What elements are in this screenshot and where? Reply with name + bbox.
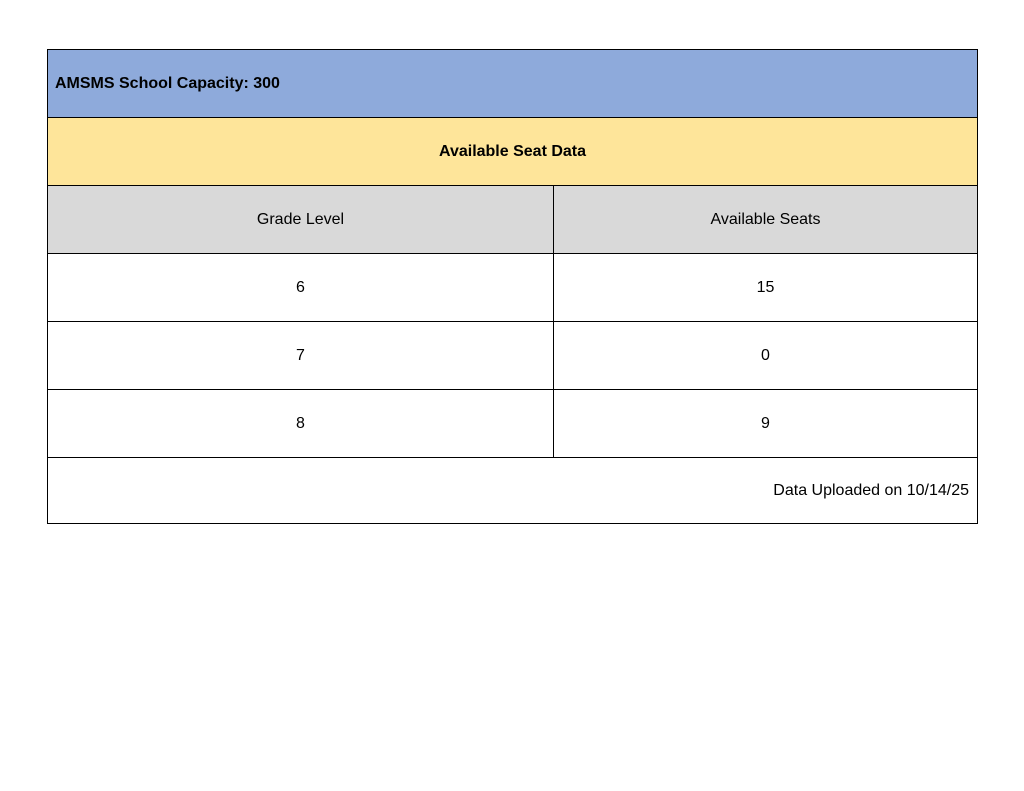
- grade-level-cell: 7: [48, 322, 554, 390]
- seat-availability-table: [47, 49, 978, 524]
- available-seat-data-heading: Available Seat Data: [48, 118, 978, 186]
- table-row: [48, 390, 978, 458]
- footer-row: [48, 458, 978, 524]
- data-upload-note: Data Uploaded on 10/14/25: [48, 458, 978, 524]
- grade-level-cell: 8: [48, 390, 554, 458]
- grade-level-header: Grade Level: [48, 186, 554, 254]
- table-row: [48, 322, 978, 390]
- subtitle-row: [48, 118, 978, 186]
- school-capacity-title: AMSMS School Capacity: 300: [48, 50, 978, 118]
- available-seats-cell: 9: [554, 390, 978, 458]
- column-header-row: [48, 186, 978, 254]
- table-row: [48, 254, 978, 322]
- grade-level-cell: 6: [48, 254, 554, 322]
- title-row: [48, 50, 978, 118]
- available-seats-header: Available Seats: [554, 186, 978, 254]
- available-seats-cell: 15: [554, 254, 978, 322]
- available-seats-cell: 0: [554, 322, 978, 390]
